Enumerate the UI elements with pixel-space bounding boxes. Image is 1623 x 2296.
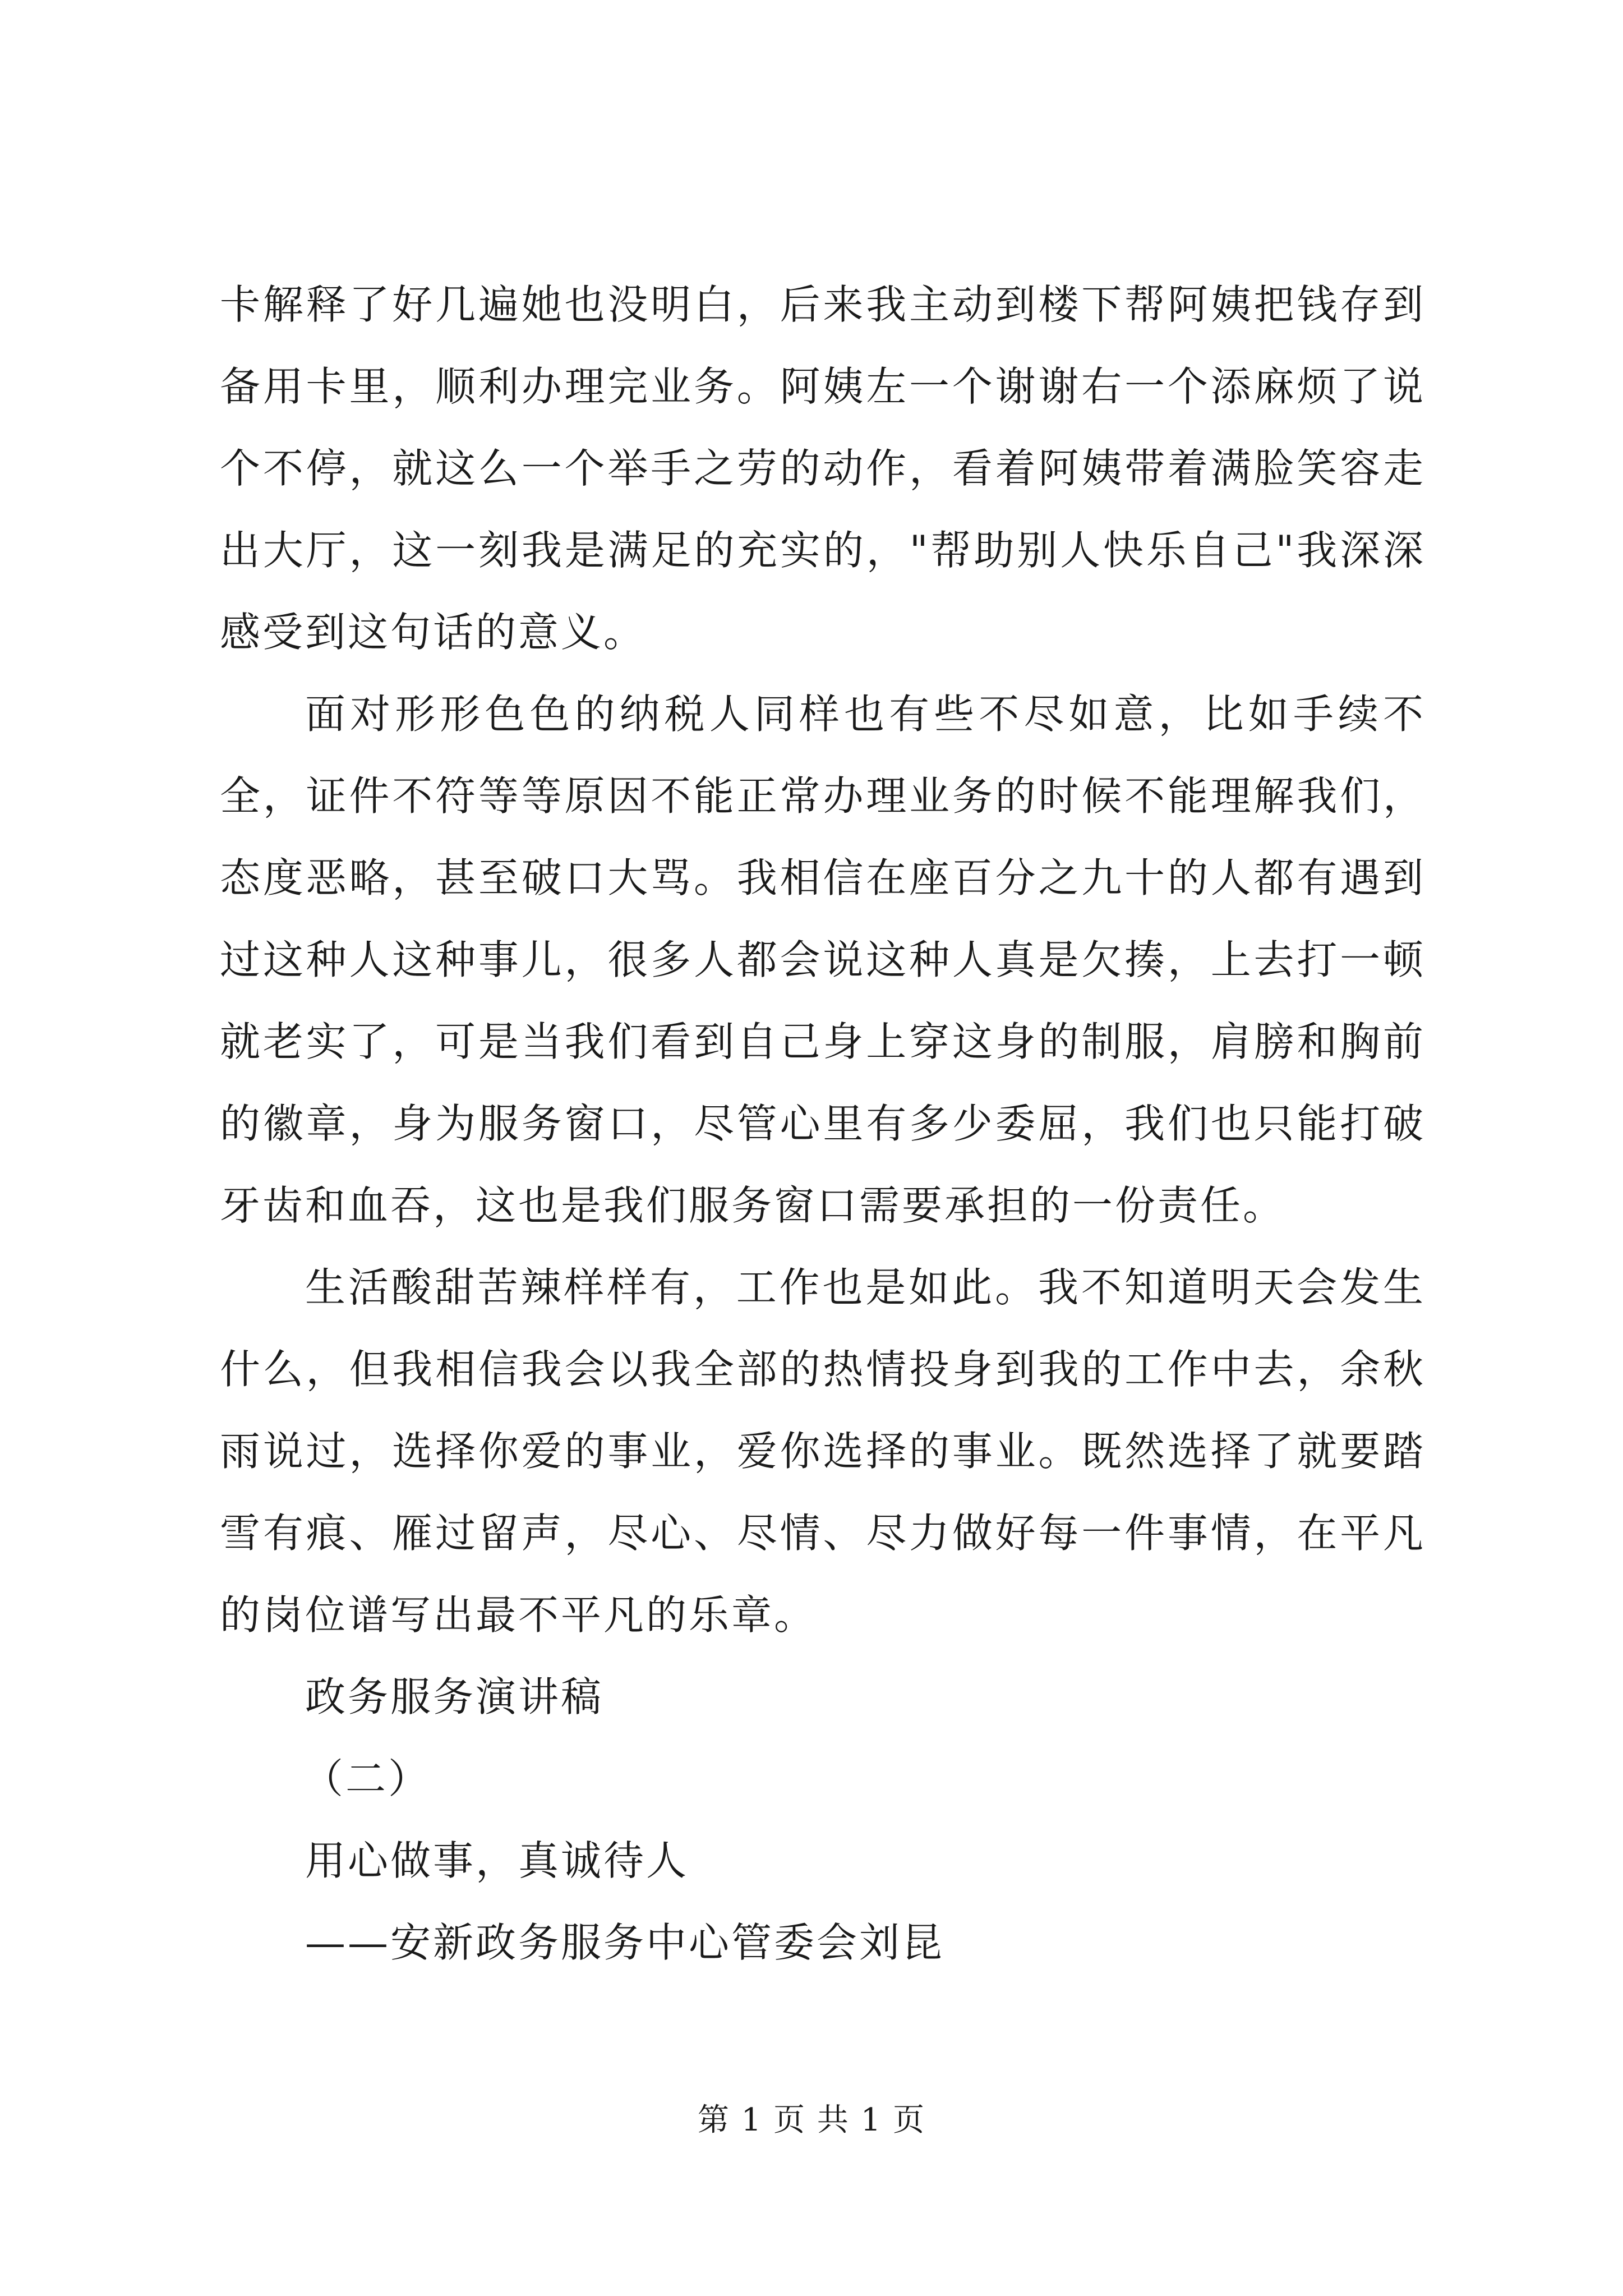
paragraph-3: 生活酸甜苦辣样样有，工作也是如此。我不知道明天会发生什么，但我相信我会以我全部的热情投身到我的工作中去，余秋雨说过，选择你爱的事业，爱你选择的事业。既然选择了就要踏雪有痕、雁过留声，尽心、尽情、尽力做好每一件事情，在平凡的岗位谱写出最不平凡的乐章。 [220, 1264, 1426, 1639]
document-body [220, 264, 1426, 1984]
speech-title: 用心做事，真诚待人 [305, 1837, 689, 1884]
paragraph-2: 面对形形色色的纳税人同样也有些不尽如意，比如手续不全，证件不符等等原因不能正常办理业务的时候不能理解我们，态度恶略，甚至破口大骂。我相信在座百分之九十的人都有遇到过这种人这种事儿，很多人都会说这种人真是欠揍，上去打一顿就老实了，可是当我们看到自己身上穿这身的制服，肩膀和胸前的徽章，身为服务窗口，尽管心里有多少委屈，我们也只能打破牙齿和血吞，这也是我们服务窗口需要承担的一份责任。 [220, 691, 1426, 1229]
section-title: 政务服务演讲稿 [305, 1673, 604, 1720]
speech-byline: ——安新政务服务中心管委会刘昆 [305, 1919, 945, 1966]
paragraph-1: 卡解释了好几遍她也没明白，后来我主动到楼下帮阿姨把钱存到备用卡里，顺利办理完业务。阿姨左一个谢谢右一个添麻烦了说个不停，就这么一个举手之劳的动作，看着阿姨带着满脸笑容走出大厅，这一刻我是满足的充实的，"帮助别人快乐自己"我深深感受到这句话的意义。 [220, 281, 1426, 656]
page-footer: 第 1 页 共 1 页 [697, 2102, 926, 2138]
section-number: （二） [303, 1755, 431, 1802]
